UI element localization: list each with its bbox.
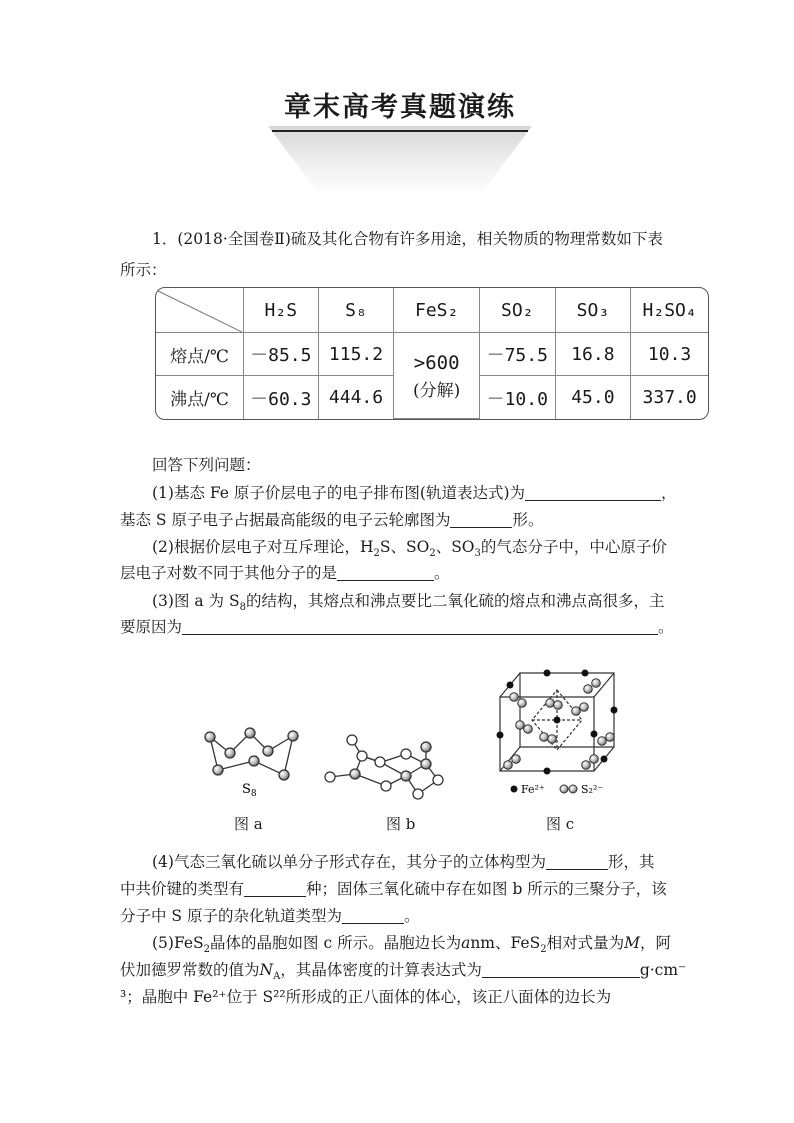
part2-text-f: 。 [434, 564, 450, 582]
legend-fe-label: Fe²⁺ [521, 783, 545, 796]
title-shadow [268, 126, 532, 196]
part5-text-b: 晶体的晶胞如图 c 所示。晶胞边长为 [210, 934, 462, 952]
figure-c-legend [511, 783, 604, 796]
figure-b-trimer [325, 735, 443, 799]
header-s8: S₈ [319, 288, 395, 333]
diagonal-line [156, 289, 242, 332]
row-label-melting: 熔点/℃ [156, 333, 244, 376]
part1-text-b: ， [661, 484, 677, 502]
part4-line3 [120, 906, 420, 926]
part5-sub-a: A [273, 971, 281, 983]
part1-text-d: 形。 [512, 511, 544, 529]
q1-line1: 1．(2018·全国卷Ⅱ)硫及其化合物有许多用途，相关物质的物理常数如下表 [152, 230, 663, 248]
cell-fes2-merged [394, 333, 480, 419]
part3-text-c: 要原因为 [120, 618, 183, 636]
figure-b-caption: 图 b [386, 815, 416, 833]
part1-line1 [152, 483, 677, 503]
part3-line2 [120, 617, 674, 637]
part5-var-n: N [259, 961, 274, 979]
part5-text-h: 伏加德罗常数的值为 [120, 961, 260, 979]
figures-svg [190, 645, 630, 840]
part5-line3: ³；晶胞中 Fe²⁺位于 S²²所形成的正八面体的体心，该正八面体的边长为 [120, 988, 612, 1006]
part5-line1: (5)FeS$_2$晶体的晶胞如图 c 所示。晶胞边长为anm、FeS$_2$相对式量为M，阿 [152, 934, 671, 956]
figure-panel [190, 645, 630, 840]
header-so3: SO₃ [556, 288, 632, 333]
part5-var-m: M [624, 934, 640, 952]
q1-line2: 所示： [120, 261, 167, 279]
part4-text-c: 中共价键的类型有 [120, 880, 245, 898]
part4-text-f: 。 [403, 907, 420, 925]
part2-text-a: (2)根据价层电子对互斥理论，H [152, 538, 374, 556]
part2-line1: (2)根据价层电子对互斥理论，$H_2S$、$SO_2$、$SO_3$的气态分子中，中心原子价 [152, 538, 667, 560]
part4-text-d: 种；固体三氧化硫中存在如图 b 所示的三聚分子，该 [306, 880, 667, 898]
cell-melting-h2so4: 10.3 [631, 333, 708, 376]
cell-melting-so3: 16.8 [556, 333, 632, 376]
cell-boiling-h2so4: 337.0 [642, 387, 697, 408]
cell-boiling-h2s: －60.3 [244, 376, 319, 419]
part5-text-g: ，阿 [639, 934, 671, 952]
part5-blank-density[interactable] [482, 961, 640, 978]
part2-text-b: S、SO [379, 538, 430, 556]
answer-intro: 回答下列问题： [152, 456, 261, 474]
title-underline [272, 130, 528, 132]
fes2-value: >600 [413, 351, 460, 374]
part3-text-d: 。 [658, 618, 674, 636]
part5-unit: g·cm⁻ [639, 961, 687, 979]
part5-text-e: 相对式量为 [546, 934, 625, 952]
figure-a-label: $S_8$ [242, 782, 257, 799]
row-label-boiling: 沸点/℃ [156, 376, 244, 419]
part2-text-e: 层电子对数不同于其他分子的是 [120, 564, 338, 582]
cell-boiling-s8: 444.6 [319, 376, 395, 419]
figure-a-caption: 图 a [234, 815, 263, 833]
part4-text-e: 分子中 S 原子的杂化轨道类型为 [120, 907, 342, 925]
part2-blank[interactable] [337, 564, 434, 581]
cell-melting-so2: －75.5 [480, 333, 556, 376]
part4-text-b: 形，其 [607, 853, 655, 871]
page-title: 章末高考真题演练 [284, 92, 516, 123]
part4-blank-2[interactable] [244, 880, 306, 897]
cell-boiling-so3: 45.0 [556, 376, 632, 419]
part3-text-b: 的结构，其熔点和沸点要比二氧化硫的熔点和沸点高很多，主 [245, 592, 665, 610]
part4-blank-1[interactable] [546, 853, 608, 870]
part4-line1 [152, 852, 654, 872]
part5-text-d: nm、FeS [470, 934, 541, 952]
header-h2so4: H₂SO₄ [631, 288, 708, 333]
header-so2: SO₂ [480, 288, 556, 333]
figure-a-s8-crown [205, 728, 298, 780]
part1-line2 [120, 510, 544, 530]
part3-text-a: (3)图 a 为 S [152, 592, 240, 610]
title-block [268, 88, 532, 198]
part5-var-a: a [461, 934, 471, 952]
part4-line2 [120, 879, 667, 899]
cell-boiling-so2: －10.0 [480, 376, 556, 419]
part2-text-d: 的气态分子中，中心原子价 [480, 538, 667, 556]
cell-melting-s8: 115.2 [319, 333, 395, 376]
legend-s-label: S₂²⁻ [581, 783, 604, 796]
part1-blank-1[interactable] [525, 484, 661, 501]
part4-text-a: (4)气态三氧化硫以单分子形式存在，其分子的立体构型为 [152, 853, 546, 871]
part3-line1: (3)图 a 为 $S_8$的结构，其熔点和沸点要比二氧化硫的熔点和沸点高很多，主 [152, 592, 665, 614]
table-corner-cell [156, 288, 244, 333]
part1-text-a: (1)基态 Fe 原子价层电子的电子排布图(轨道表达式)为 [152, 484, 525, 502]
header-fes2: FeS₂ [394, 288, 480, 333]
header-h2s: H₂S [244, 288, 319, 333]
part3-blank[interactable] [182, 618, 658, 635]
figure-c-caption: 图 c [546, 815, 575, 833]
part5-line2 [120, 960, 687, 983]
part2-line2 [120, 563, 450, 583]
physical-constants-table [155, 287, 709, 420]
part1-text-c: 基态 S 原子电子占据最高能级的电子云轮廓图为 [120, 511, 451, 529]
part2-text-c: 、SO [435, 538, 475, 556]
cell-melting-h2s: －85.5 [244, 333, 319, 376]
part5-text-a: (5)FeS [152, 934, 204, 952]
part4-blank-3[interactable] [342, 907, 404, 924]
fes2-note: (分解) [413, 380, 461, 401]
part1-blank-2[interactable] [450, 511, 512, 528]
part5-text-k: ，其晶体密度的计算表达式为 [280, 961, 482, 979]
